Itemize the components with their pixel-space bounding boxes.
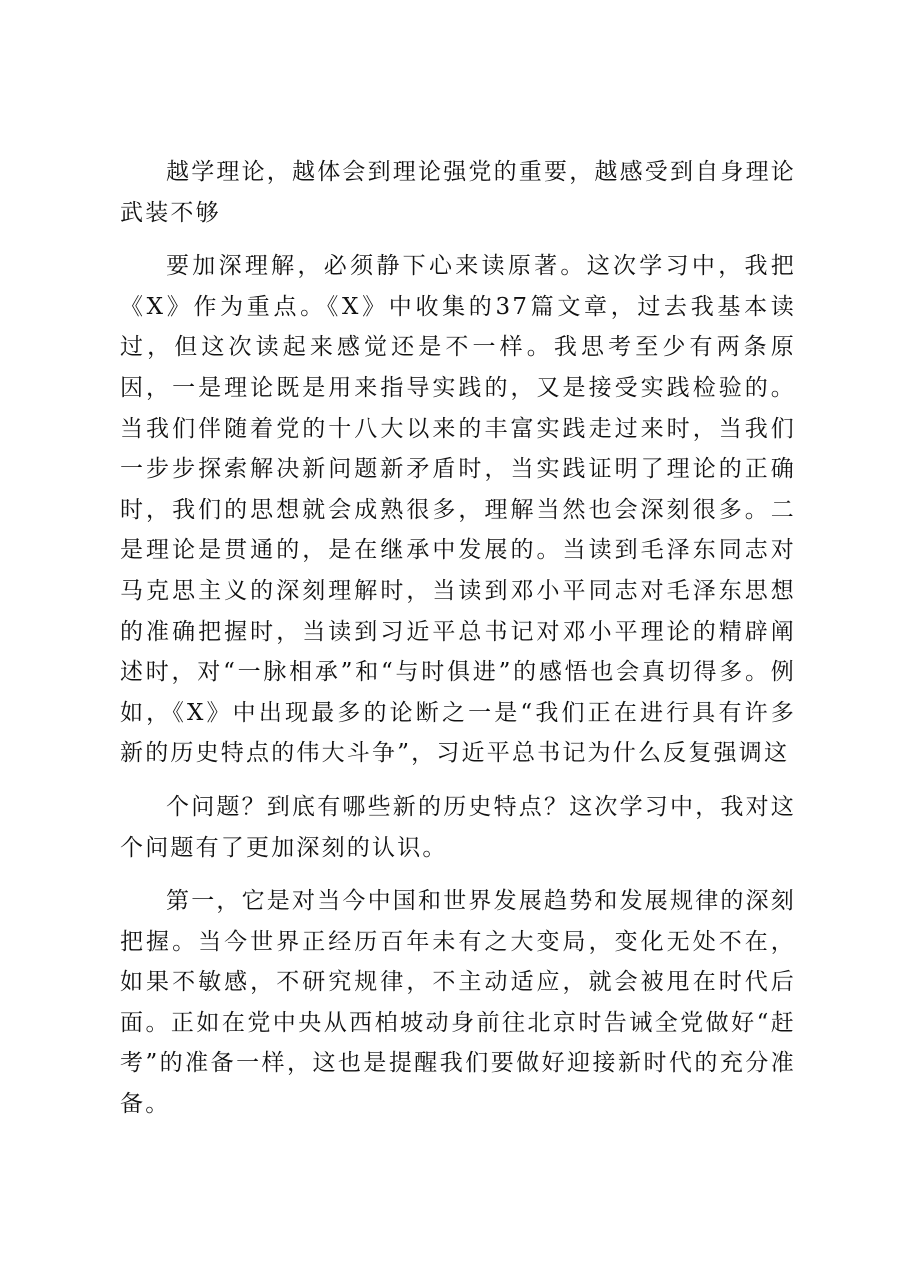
- paragraph-heading: 越学理论，越体会到理论强党的重要，越感受到自身理论武装不够: [120, 159, 796, 226]
- document-page: [120, 152, 796, 1138]
- paragraph-question: 个问题？到底有哪些新的历史特点？这次学习中，我对这个问题有了更加深刻的认识。: [120, 793, 796, 861]
- paragraph-first-point: 第一，它是对当今中国和世界发展趋势和发展规律的深刻把握。当今世界正经历百年未有之大变局，变化无处不在，如果不敏感，不研究规律，不主动适应，就会被甩在时代后面。正如在党中央从西柏坡动身前往北京时告诫全党做好“赶考”的准备一样，这也是提醒我们要做好迎接新时代的充分准备。: [120, 888, 796, 1118]
- paragraph-reading-originals: 要加深理解，必须静下心来读原著。这次学习中，我把《X》作为重点。《X》中收集的37篇文章，过去我基本读过，但这次读起来感觉还是不一样。我思考至少有两条原因，一是理论既是用来指导实践的，又是接受实践检验的。当我们伴随着党的十八大以来的丰富实践走过来时，当我们一步步探索解决新问题新矛盾时，当实践证明了理论的正确时，我们的思想就会成熟很多，理解当然也会深刻很多。二是理论是贯通的，是在继承中发展的。当读到毛泽东同志对马克思主义的深刻理解时，当读到邓小平同志对毛泽东思想的准确把握时，当读到习近平总书记对邓小平理论的精辟阐述时，对“一脉相承”和“与时俱进”的感悟也会真切得多。例如，《X》中出现最多的论断之一是“我们正在进行具有许多新的历史特点的伟大斗争”，习近平总书记为什么反复强调这: [120, 253, 796, 767]
